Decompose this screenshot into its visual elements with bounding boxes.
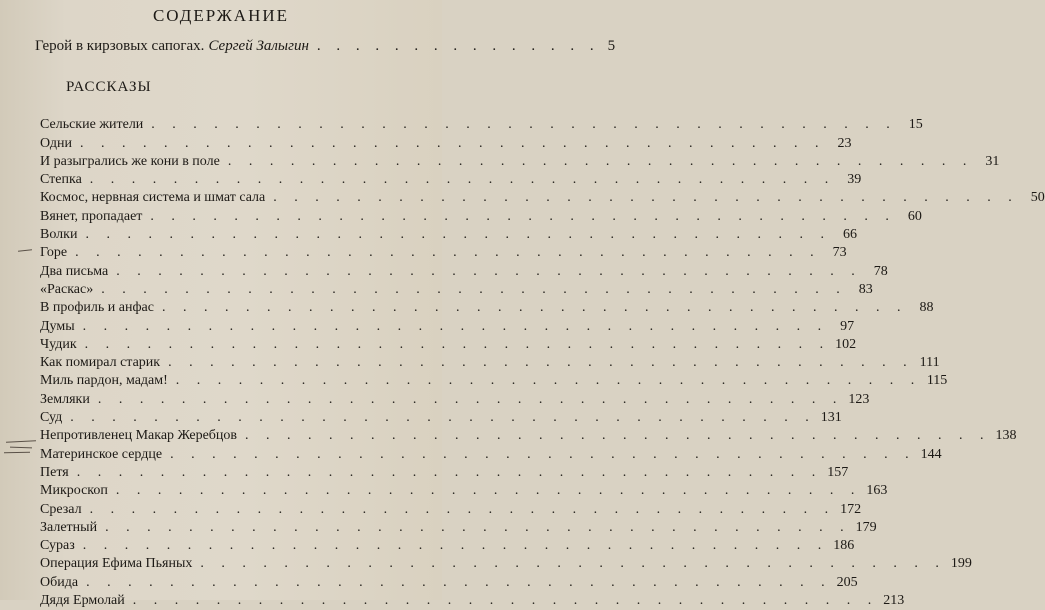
toc-entry — [40, 153, 1000, 171]
dot-leader: . . . . . . . . . . . . . . . . . . . . . . . . . . . . . . . . . . . . — [89, 501, 836, 517]
entry-page-number: 131 — [820, 410, 842, 426]
entry-page-number: 205 — [836, 574, 858, 590]
dot-leader: . . . . . . . . . . . . . . . — [316, 38, 600, 54]
toc-entry — [40, 189, 1045, 207]
toc-entry — [40, 336, 857, 354]
entry-page-number: 60 — [907, 208, 922, 224]
toc-entry — [40, 354, 940, 372]
entry-title: Залетный — [40, 519, 98, 535]
entry-page-number: 186 — [833, 538, 855, 554]
entry-title: Одни — [40, 135, 73, 151]
dot-leader: . . . . . . . . . . . . . . . . . . . . . . . . . . . . . . . . . . . . — [151, 117, 897, 133]
toc-entry — [40, 482, 888, 500]
dot-leader: . . . . . . . . . . . . . . . . . . . . . . . . . . . . . . . . . . . . — [101, 281, 847, 297]
entry-page-number: 73 — [832, 245, 847, 261]
entry-title: И разыгрались же кони в поле — [40, 153, 220, 169]
dot-leader: . . . . . . . . . . . . . . . . . . . . . . . . . . . . . . . . . . . . — [161, 300, 908, 316]
entry-page-number: 213 — [883, 593, 905, 609]
toc-entry — [40, 134, 852, 152]
entry-title: Дядя Ермолай — [40, 593, 125, 609]
entry-title: В профиль и анфас — [40, 300, 154, 316]
toc-entry — [40, 464, 849, 482]
entry-page-number: 179 — [855, 519, 877, 535]
toc-entry — [40, 592, 905, 610]
entry-page-number: 78 — [873, 263, 888, 279]
entry-page-number: 97 — [840, 318, 855, 334]
dot-leader: . . . . . . . . . . . . . . . . . . . . . . . . . . . . . . . . . . . . — [115, 483, 862, 499]
entry-title: Обида — [40, 574, 79, 590]
toc-entry — [40, 537, 855, 555]
page-heading: СОДЕРЖАНИЕ — [152, 6, 290, 25]
entry-page-number: 39 — [847, 172, 862, 188]
dot-leader: . . . . . . . . . . . . . . . . . . . . . . . . . . . . . . . . . . . . — [273, 190, 1019, 206]
toc-entry — [40, 409, 842, 427]
pencil-mark — [10, 447, 32, 449]
toc-entry — [40, 390, 870, 408]
toc-entry — [40, 555, 972, 573]
toc-entry — [40, 262, 888, 280]
toc-entry — [40, 299, 934, 317]
entry-title: Срезал — [40, 501, 82, 517]
toc-entry — [40, 500, 862, 518]
dot-leader: . . . . . . . . . . . . . . . . . . . . . . . . . . . . . . . . . . . . — [105, 519, 851, 535]
entry-page-number: 15 — [908, 117, 923, 133]
dot-leader: . . . . . . . . . . . . . . . . . . . . . . . . . . . . . . . . . . . . — [132, 593, 879, 609]
toc-entry — [40, 281, 873, 299]
dot-leader: . . . . . . . . . . . . . . . . . . . . . . . . . . . . . . . . . . . . — [168, 355, 914, 371]
entry-page-number: 102 — [835, 336, 857, 352]
dot-leader: . . . . . . . . . . . . . . . . . . . . . . . . . . . . . . . . . . . . — [84, 336, 831, 352]
entry-page-number: 199 — [950, 556, 972, 572]
dot-leader: . . . . . . . . . . . . . . . . . . . . . . . . . . . . . . . . . . . . — [175, 373, 922, 389]
toc-entry — [40, 116, 923, 134]
entry-page-number: 50 — [1030, 190, 1045, 206]
entry-title: «Раскас» — [40, 281, 94, 297]
toc-entry — [40, 372, 948, 390]
entry-title: Горе — [40, 245, 68, 261]
toc-entry — [40, 171, 862, 189]
entry-title: Сельские жители — [40, 117, 144, 133]
entry-title: Вянет, пропадает — [40, 208, 143, 224]
entry-page-number: 138 — [995, 428, 1017, 444]
dot-leader: . . . . . . . . . . . . . . . . . . . . . . . . . . . . . . . . . . . . — [80, 135, 826, 151]
entry-page-number: 163 — [866, 483, 888, 499]
dot-leader: . . . . . . . . . . . . . . . . . . . . . . . . . . . . . . . . . . . . — [227, 153, 974, 169]
intro-page-number: 5 — [607, 38, 616, 54]
dot-leader: . . . . . . . . . . . . . . . . . . . . . . . . . . . . . . . . . . . . — [97, 391, 844, 407]
dot-leader: . . . . . . . . . . . . . . . . . . . . . . . . . . . . . . . . . . . . — [75, 245, 821, 261]
dot-leader: . . . . . . . . . . . . . . . . . . . . . . . . . . . . . . . . . . . . — [245, 428, 991, 444]
entry-title: Миль пардон, мадам! — [40, 373, 168, 389]
entry-title: Суд — [40, 410, 63, 426]
toc-entry — [40, 573, 858, 591]
entry-page-number: 157 — [827, 464, 849, 480]
entry-title: Петя — [40, 464, 69, 480]
entry-title: Операция Ефима Пьяных — [40, 556, 193, 572]
dot-leader: . . . . . . . . . . . . . . . . . . . . . . . . . . . . . . . . . . . . — [85, 227, 831, 243]
entry-title: Как помирал старик — [40, 355, 161, 371]
section-title: РАССКАЗЫ — [66, 79, 152, 95]
entry-title: Земляки — [40, 391, 90, 407]
entry-title: Думы — [40, 318, 75, 334]
toc-entry — [40, 427, 1017, 445]
dot-leader: . . . . . . . . . . . . . . . . . . . . . . . . . . . . . . . . . . . . — [200, 556, 946, 572]
intro-entry — [35, 38, 616, 56]
intro-author: Сергей Залыгин — [208, 38, 309, 54]
intro-title: Герой в кирзовых сапогах. — [35, 38, 205, 54]
dot-leader: . . . . . . . . . . . . . . . . . . . . . . . . . . . . . . . . . . . . — [82, 538, 829, 554]
entry-page-number: 31 — [985, 153, 1000, 169]
entry-page-number: 23 — [837, 135, 852, 151]
entry-title: Непротивленец Макар Жеребцов — [40, 428, 238, 444]
dot-leader: . . . . . . . . . . . . . . . . . . . . . . . . . . . . . . . . . . . . — [82, 318, 829, 334]
pencil-mark — [6, 440, 36, 443]
entry-title: Волки — [40, 227, 78, 243]
entry-title: Материнское сердце — [40, 446, 163, 462]
dot-leader: . . . . . . . . . . . . . . . . . . . . . . . . . . . . . . . . . . . . — [170, 446, 916, 462]
toc-entry — [40, 207, 922, 225]
entry-page-number: 111 — [919, 355, 940, 371]
dot-leader: . . . . . . . . . . . . . . . . . . . . . . . . . . . . . . . . . . . . — [150, 208, 896, 224]
pencil-mark — [18, 249, 32, 251]
dot-leader: . . . . . . . . . . . . . . . . . . . . . . . . . . . . . . . . . . . . — [89, 172, 836, 188]
dot-leader: . . . . . . . . . . . . . . . . . . . . . . . . . . . . . . . . . . . . — [86, 574, 832, 590]
toc-entry — [40, 317, 855, 335]
toc-entry — [40, 244, 847, 262]
entry-page-number: 115 — [926, 373, 948, 389]
toc-entry — [40, 226, 857, 244]
toc-entry — [40, 445, 942, 463]
entry-page-number: 172 — [840, 501, 862, 517]
toc-list — [40, 116, 1045, 610]
dot-leader: . . . . . . . . . . . . . . . . . . . . . . . . . . . . . . . . . . . . — [116, 263, 862, 279]
entry-page-number: 83 — [858, 281, 873, 297]
entry-title: Космос, нервная система и шмат сала — [40, 190, 266, 206]
entry-page-number: 123 — [848, 391, 870, 407]
dot-leader: . . . . . . . . . . . . . . . . . . . . . . . . . . . . . . . . . . . . — [76, 464, 823, 480]
toc-entry — [40, 519, 877, 537]
entry-page-number: 66 — [842, 227, 857, 243]
entry-title: Микроскоп — [40, 483, 108, 499]
pencil-mark — [4, 452, 30, 453]
entry-title: Два письма — [40, 263, 109, 279]
entry-title: Степка — [40, 172, 82, 188]
entry-title: Сураз — [40, 538, 75, 554]
entry-page-number: 88 — [919, 300, 934, 316]
dot-leader: . . . . . . . . . . . . . . . . . . . . . . . . . . . . . . . . . . . . — [70, 410, 816, 426]
entry-page-number: 144 — [920, 446, 942, 462]
entry-title: Чудик — [40, 336, 77, 352]
